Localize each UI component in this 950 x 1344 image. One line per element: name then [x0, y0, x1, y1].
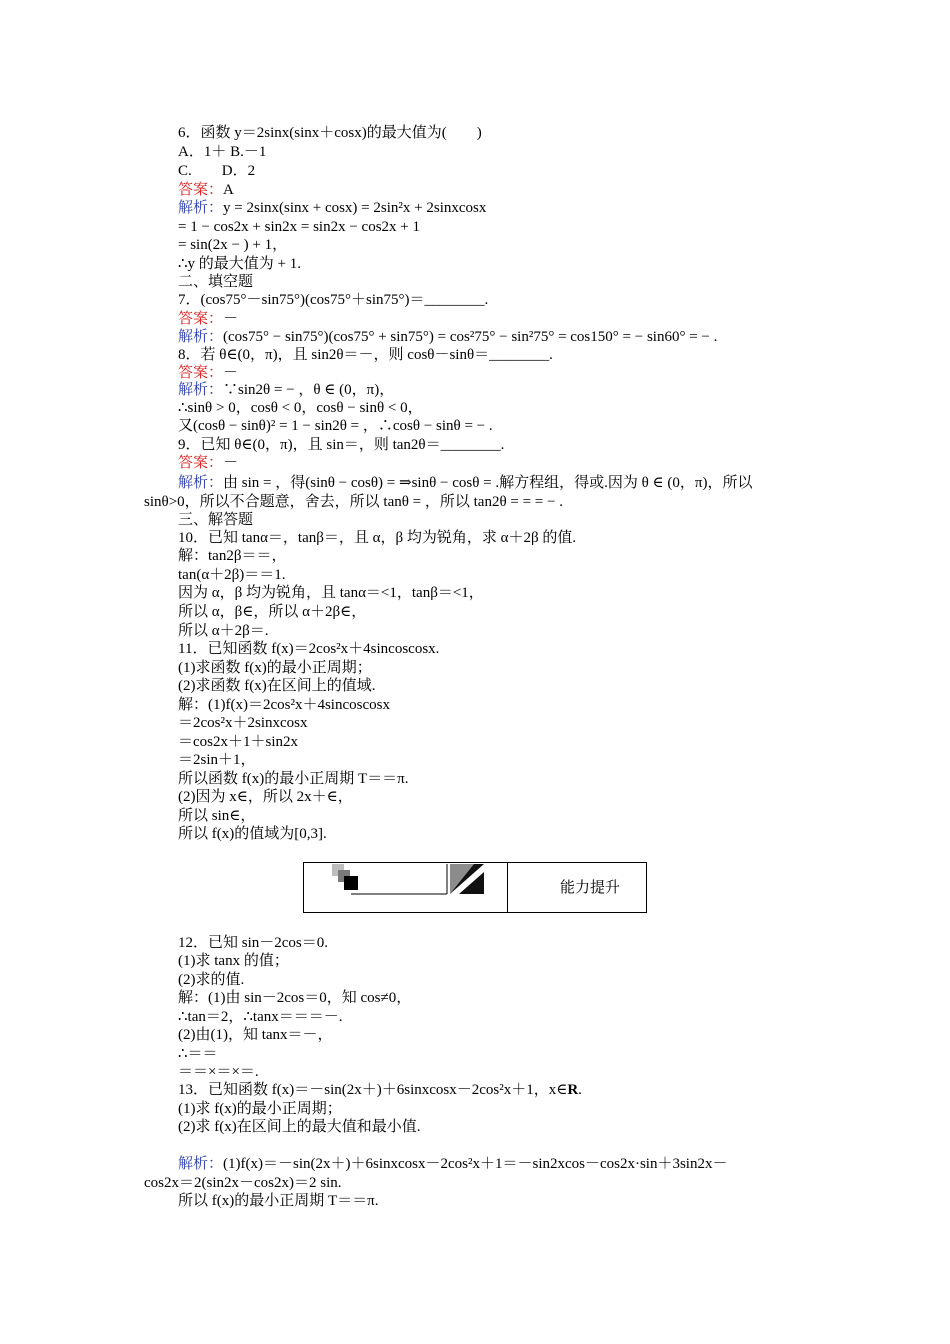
analysis-label: 解析： — [178, 475, 224, 491]
line-text: 6．函数 y＝2sinx(sinx＋cosx)的最大值为( ) — [178, 125, 482, 141]
line-q7s — [178, 328, 717, 346]
line-q8s3 — [178, 417, 493, 435]
line-q11b — [178, 677, 375, 695]
line-q12s4 — [178, 1045, 218, 1063]
line-q6ans — [178, 181, 234, 199]
line-q11s3 — [178, 733, 298, 751]
line-q9s2 — [144, 493, 563, 511]
line-text: 9．已知 θ∈(0，π)，且 sin＝，则 tan2θ＝________. — [178, 437, 505, 453]
line-q6s4 — [178, 255, 301, 273]
line-text: ∴tan＝2，∴tanx＝＝＝－. — [178, 1009, 343, 1025]
line-text: (2)由(1)，知 tanx＝－， — [178, 1027, 333, 1043]
line-text: A．1＋ B.－1 — [178, 144, 267, 160]
line-q6 — [178, 124, 482, 142]
line-q9s1 — [178, 474, 752, 492]
line-text: sinθ>0，所以不合题意，舍去，所以 tanθ = ，所以 tan2θ = = = − . — [144, 494, 563, 510]
line-q10s3 — [178, 584, 484, 602]
line-q8ans — [178, 364, 238, 382]
line-text: 13．已知函数 f(x)＝－sin(2x＋)＋6sinxcosx－2cos²x＋1，x∈ — [178, 1082, 568, 1098]
line-q11s6 — [178, 788, 353, 806]
line-text: 所以 α＋2β＝. — [178, 623, 269, 639]
line-q7 — [178, 291, 488, 309]
line-text: = sin(2x − ) + 1， — [178, 237, 288, 253]
line-q8 — [178, 346, 553, 364]
line-q9 — [178, 436, 504, 454]
line-text: 由 sin = ，得(sinθ − cosθ) = ⇒sinθ − cosθ = .解方程组，得或.因为 θ ∈ (0，π)，所以 — [223, 475, 753, 491]
line-q10s2 — [178, 566, 286, 584]
line-q10 — [178, 529, 576, 547]
line-text: － — [223, 455, 239, 471]
line-q12a — [178, 952, 289, 970]
line-q11s8 — [178, 825, 327, 843]
line-text: 8．若 θ∈(0，π)，且 sin2θ＝－，则 cosθ－sinθ＝________. — [178, 347, 553, 363]
line-q9ans — [178, 454, 238, 472]
line-text: y = 2sinx(sinx + cosx) = 2sin²x + 2sinxcosx — [223, 200, 487, 216]
line-q6c — [178, 162, 255, 180]
answer-label: 答案： — [178, 455, 224, 471]
line-q12s2 — [178, 1008, 343, 1026]
line-text: 所以 f(x)的值域为[0,3]. — [178, 826, 327, 842]
line-text: = 1 − cos2x + sin2x = sin2x − cos2x + 1 — [178, 219, 421, 235]
line-text: 所以函数 f(x)的最小正周期 T＝＝π. — [178, 771, 409, 787]
line-text: (1)求 tanx 的值； — [178, 953, 289, 969]
line-text: 又(cosθ − sinθ)² = 1 − sin2θ = ，∴cosθ − sinθ = − . — [178, 418, 493, 434]
line-text: 所以 f(x)的最小正周期 T＝＝π. — [178, 1193, 379, 1209]
line-q12s1 — [178, 989, 411, 1007]
analysis-label: 解析： — [178, 1156, 224, 1172]
line-q13a — [178, 1100, 342, 1118]
section-banner — [303, 862, 647, 913]
line-text: ∴＝＝ — [178, 1046, 218, 1062]
line-text: － — [223, 311, 239, 327]
line-text: (2)求 f(x)在区间上的最大值和最小值. — [178, 1119, 421, 1135]
line-q11a — [178, 659, 372, 677]
line-q11s5 — [178, 770, 408, 788]
line-text: － — [223, 365, 239, 381]
line-q8s1 — [178, 381, 394, 399]
line-q13 — [178, 1081, 582, 1099]
line-q11s4 — [178, 751, 256, 769]
line-q10s5 — [178, 622, 269, 640]
line-text: 所以 α，β∈，所以 α＋2β∈， — [178, 604, 367, 620]
line-text: (2)求函数 f(x)在区间上的值域. — [178, 678, 376, 694]
answer-label: 答案： — [178, 365, 224, 381]
line-q11s1 — [178, 696, 390, 714]
banner-title: 能力提升 — [560, 878, 621, 896]
line-q8s2 — [178, 399, 423, 417]
line-q6s3 — [178, 236, 287, 254]
line-q13s3 — [178, 1192, 378, 1210]
line-text: 三、解答题 — [178, 512, 254, 528]
line-q10s4 — [178, 603, 366, 621]
line-q7ans — [178, 310, 238, 328]
line-q12s3 — [178, 1026, 333, 1044]
analysis-label: 解析： — [178, 382, 224, 398]
analysis-label: 解析： — [178, 200, 224, 216]
line-text: (1)求函数 f(x)的最小正周期； — [178, 660, 372, 676]
line-text: 因为 α，β 均为锐角，且 tanα＝<1，tanβ＝<1， — [178, 585, 484, 601]
line-text: C. D．2 — [178, 163, 256, 179]
line-text: ∴sinθ > 0，cosθ < 0，cosθ − sinθ < 0， — [178, 400, 423, 416]
line-q6s2 — [178, 218, 420, 236]
line-text: 二、填空题 — [178, 274, 254, 290]
line-text: ∵sin2θ = − ，θ ∈ (0，π)， — [223, 382, 395, 398]
line-q6s1 — [178, 199, 486, 217]
line-text: A — [223, 182, 234, 198]
line-text: 解：(1)由 sin－2cos＝0，知 cos≠0， — [178, 990, 412, 1006]
line-text: (1)求 f(x)的最小正周期； — [178, 1101, 342, 1117]
line-text: (cos75° − sin75°)(cos75° + sin75°) = cos²75° − sin²75° = cos150° = − sin60° = − . — [223, 329, 718, 345]
line-text: ＝2sin＋1， — [178, 752, 256, 768]
line-text: 解：tan2β＝＝， — [178, 548, 287, 564]
line-text: cos2x＝2(sin2x－cos2x)＝2 sin. — [144, 1175, 342, 1191]
line-q12b — [178, 971, 244, 989]
line-q10s1 — [178, 547, 286, 565]
line-text: ＝＝×＝×＝. — [178, 1064, 259, 1080]
line-text: 所以 sin∈， — [178, 808, 256, 824]
line-text: 10．已知 tanα＝，tanβ＝，且 α，β 均为锐角，求 α＋2β 的值. — [178, 530, 577, 546]
line-text: 12．已知 sin－2cos＝0. — [178, 935, 329, 951]
line-text: 11．已知函数 f(x)＝2cos²x＋4sincoscosx. — [178, 641, 440, 657]
line-q12 — [178, 934, 328, 952]
line-q13s1 — [178, 1155, 727, 1173]
line-q11s2 — [178, 714, 308, 732]
line-text: ＝2cos²x＋2sinxcosx — [178, 715, 308, 731]
line-sec3 — [178, 511, 253, 529]
line-q11 — [178, 640, 439, 658]
line-text: (2)求的值. — [178, 972, 245, 988]
real-set-symbol: R — [567, 1082, 579, 1098]
analysis-label: 解析： — [178, 329, 224, 345]
banner-divider — [507, 863, 508, 912]
line-q11s7 — [178, 807, 255, 825]
line-text: (2)因为 x∈，所以 2x＋∈， — [178, 789, 353, 805]
answer-label: 答案： — [178, 311, 224, 327]
line-q13s2 — [144, 1174, 342, 1192]
line-sec2 — [178, 273, 253, 291]
line-text: ∴y 的最大值为 + 1. — [178, 256, 302, 272]
line-text: 解：(1)f(x)＝2cos²x＋4sincoscosx — [178, 697, 390, 713]
line-q13b — [178, 1118, 420, 1136]
banner-decoration — [329, 864, 509, 896]
line-q12s5 — [178, 1063, 259, 1081]
line-text: 7．(cos75°－sin75°)(cos75°＋sin75°)＝________. — [178, 292, 489, 308]
line-end: . — [578, 1082, 582, 1098]
line-q6a — [178, 143, 266, 161]
line-text: (1)f(x)＝－sin(2x＋)＋6sinxcosx－2cos²x＋1＝－sin2xcos－cos2x·sin＋3sin2x－ — [223, 1156, 728, 1172]
answer-label: 答案： — [178, 182, 224, 198]
line-text: tan(α＋2β)＝＝1. — [178, 567, 286, 583]
line-text: ＝cos2x＋1＋sin2x — [178, 734, 299, 750]
